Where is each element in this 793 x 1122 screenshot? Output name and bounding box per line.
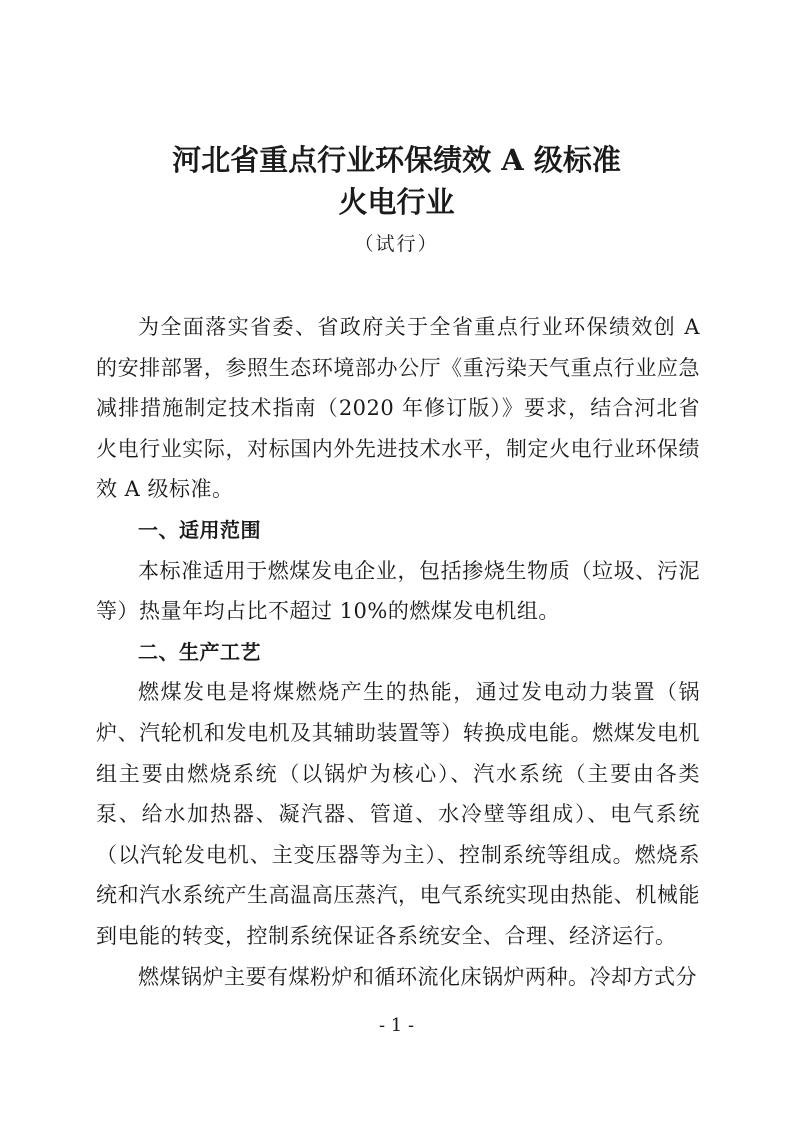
document-body (96, 307, 700, 997)
intro-paragraph: 为全面落实省委、省政府关于全省重点行业环保绩效创 A 的安排部署，参照生态环境部办公厅《重污染天气重点行业应急减排措施制定技术指南（2020 年修订版）》要求，结合河北省火电行业实际，对标国内外先进技术水平，制定火电行业环保绩效 A 级标准。 (96, 315, 700, 502)
boiler-paragraph: 燃煤锅炉主要有煤粉炉和循环流化床锅炉两种。冷却方式分 (138, 964, 697, 989)
scope-paragraph: 本标准适用于燃煤发电企业，包括掺烧生物质（垃圾、污泥等）热量年均占比不超过 10%的燃煤发电机组。 (96, 558, 700, 624)
section-heading-scope: 一、适用范围 (138, 517, 261, 542)
trial-label: （试行） (354, 233, 439, 255)
page-number: - 1 - (378, 1015, 415, 1036)
process-paragraph: 燃煤发电是将煤燃烧产生的热能，通过发电动力装置（锅炉、汽轮机和发电机及其辅助装置等）转换成电能。燃煤发电机组主要由燃烧系统（以锅炉为核心）、汽水系统（主要由各类泵、给水加热器、凝汽器、管道、水冷壁等组成）、电气系统（以汽轮发电机、主变压器等为主）、控制系统等组成。燃烧系统和汽水系统产生高温高压蒸汽，电气系统实现由热能、机械能到电能的转变，控制系统保证各系统安全、合理、经济运行。 (96, 680, 700, 948)
document-title: 河北省重点行业环保绩效 A 级标准 (172, 143, 621, 177)
document-subtitle-industry: 火电行业 (338, 185, 455, 219)
section-heading-process: 二、生产工艺 (138, 639, 261, 664)
